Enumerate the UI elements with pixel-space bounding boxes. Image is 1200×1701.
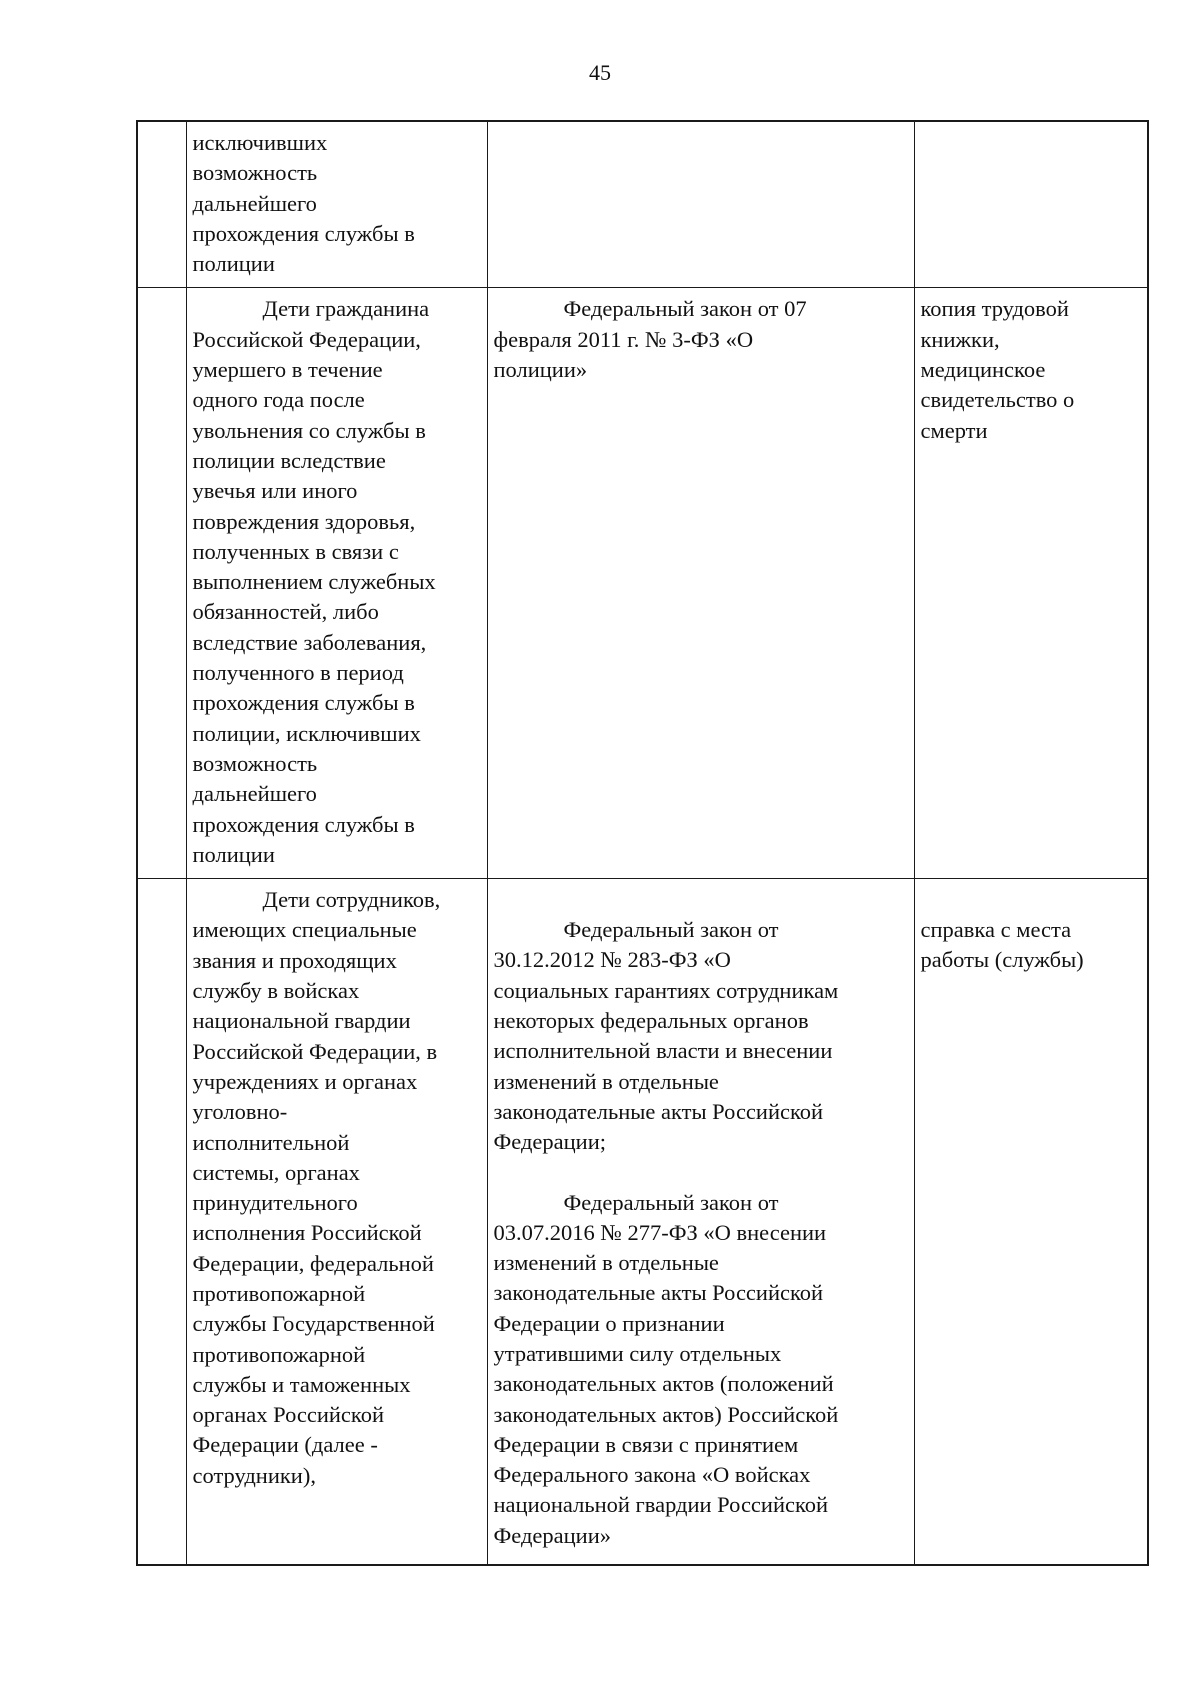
table-row: [137, 288, 1148, 879]
documents-cell: [914, 121, 1148, 288]
category-cell: [186, 288, 487, 879]
documents-cell: [914, 288, 1148, 879]
table-row: [137, 879, 1148, 1565]
row-number-cell: [137, 288, 186, 879]
table-row: [137, 121, 1148, 288]
law-paragraph: Федеральный закон от 30.12.2012 № 283-ФЗ «О социальных гарантиях сотрудникам некоторых федеральных органов исполнительной власти и внесении изменений в отдельные законодательные акты Российской Федерации;: [493, 917, 839, 1155]
law-paragraph: Федеральный закон от 07 февраля 2011 г. № 3-ФЗ «О полиции»: [493, 296, 807, 383]
page-number: 45: [589, 60, 611, 85]
row-number-cell: [137, 121, 186, 288]
law-cell: [487, 879, 914, 1565]
row-number-cell: [137, 879, 186, 1565]
law-cell: [487, 288, 914, 879]
category-cell: [186, 879, 487, 1565]
category-text: Дети сотрудников, имеющих специальные звания и проходящих службу в войсках национальной гвардии Российской Федерации, в учреждениях и органах уголовно- исполнительной системы, органах принудительного исполнения Российской Федерации, федеральной противопожарной службы Государственной противопожарной службы и таможенных органах Российской Федерации (далее - сотрудники),: [192, 887, 441, 1488]
documents-text: справка с места работы (службы): [920, 917, 1084, 973]
documents-table: [136, 120, 1149, 1566]
law-cell: [487, 121, 914, 288]
category-cell: [186, 121, 487, 288]
law-paragraph: Федеральный закон от 03.07.2016 № 277-ФЗ «О внесении изменений в отдельные законодательные акты Российской Федерации о признании утратившими силу отдельных законодательных актов (положений законодательных актов) Российской Федерации в связи с принятием Федерального закона «О войсках национальной гвардии Российской Федерации»: [493, 1189, 839, 1548]
documents-text: копия трудовой книжки, медицинское свидетельство о смерти: [920, 296, 1075, 443]
category-text: исключивших возможность дальнейшего прохождения службы в полиции: [192, 130, 415, 277]
category-text: Дети гражданина Российской Федерации, умершего в течение одного года после увольнения со службы в полиции вследствие увечья или иного повреждения здоровья, полученных в связи с выполнением служебных обязанностей, либо вследствие заболевания, полученного в период прохождения службы в полиции, исключивших возможность дальнейшего прохождения службы в полиции: [192, 296, 436, 867]
documents-cell: [914, 879, 1148, 1565]
